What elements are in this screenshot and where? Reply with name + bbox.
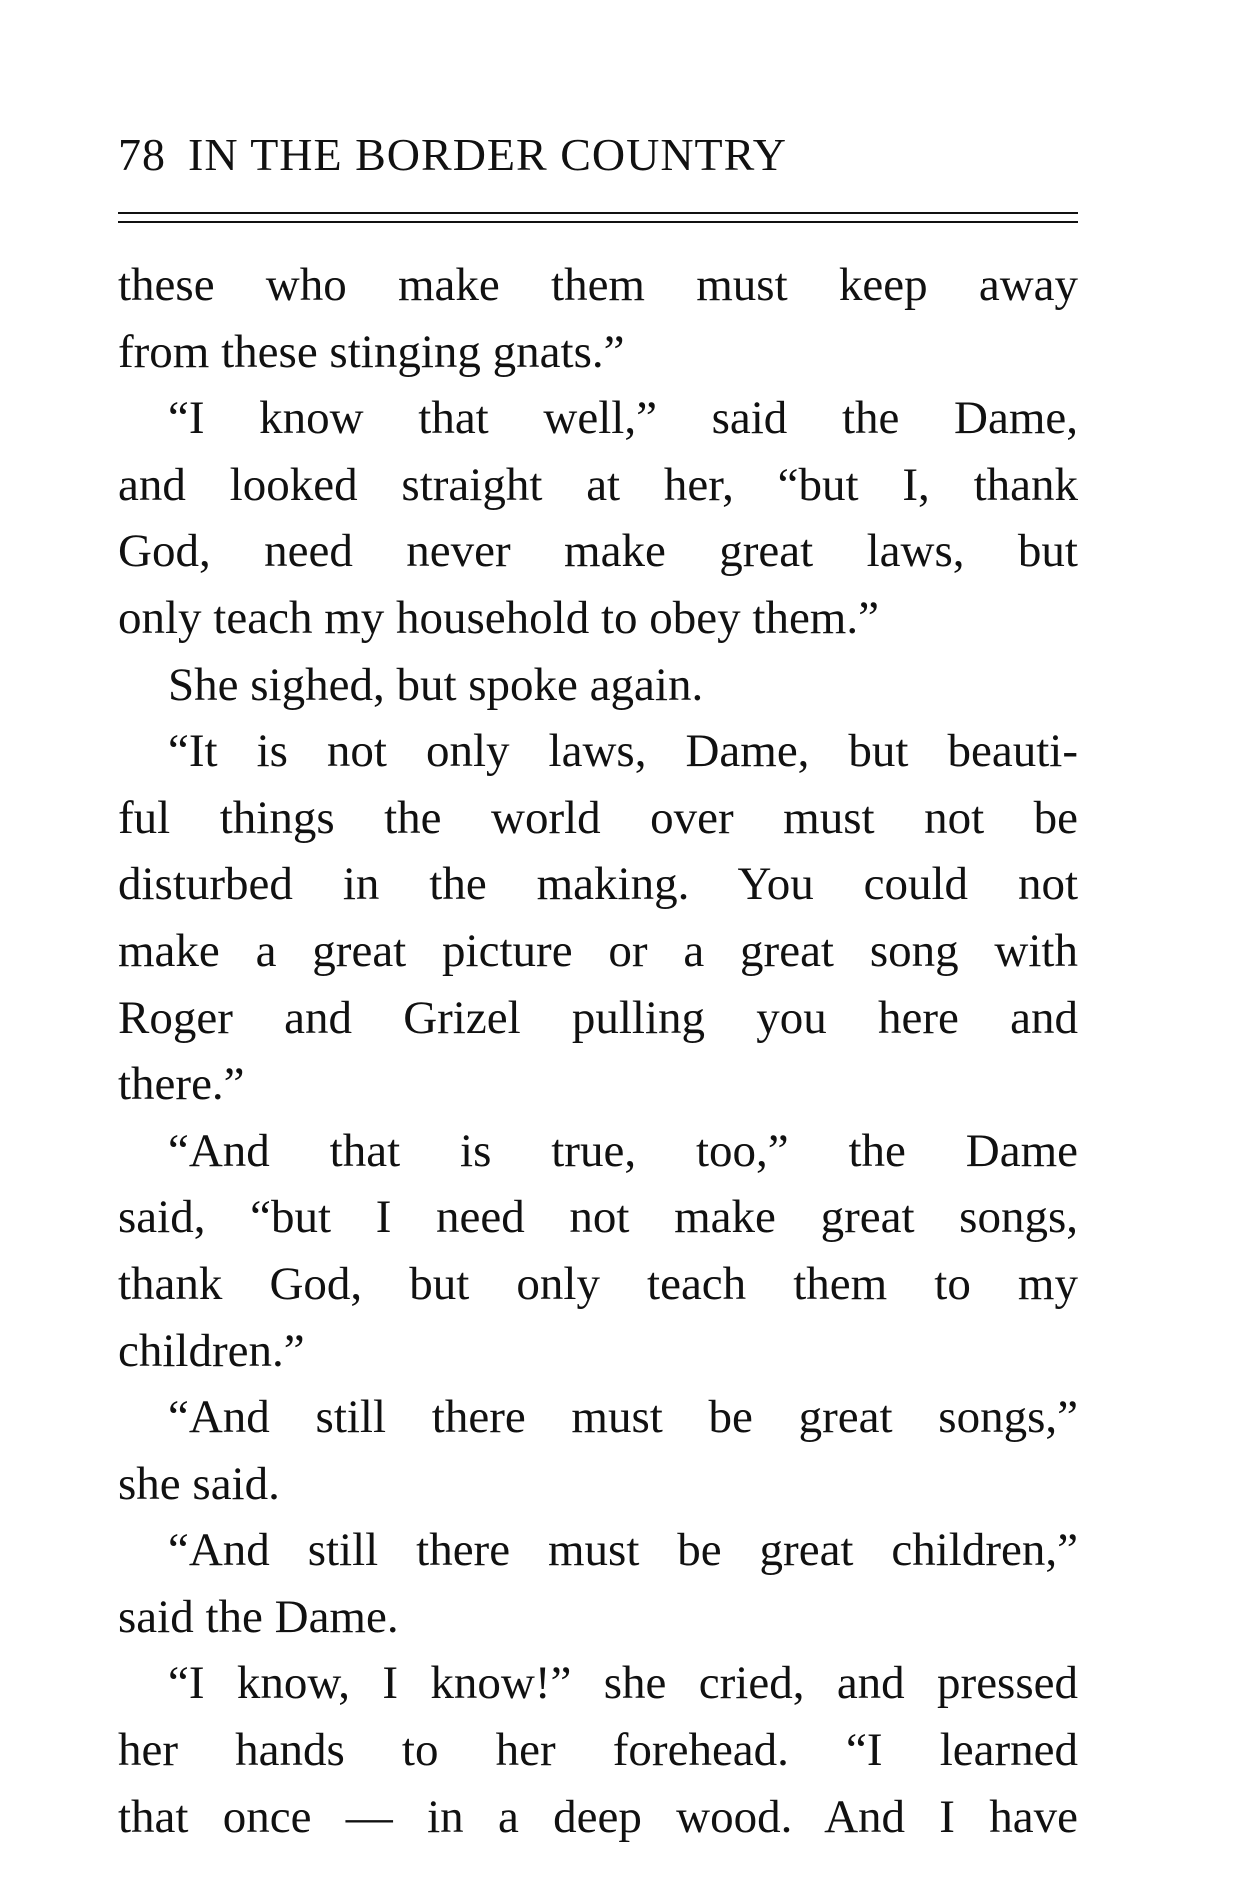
text-line: “I know that well,” said the Dame,: [168, 392, 1078, 445]
text-line: said, “but I need not make great songs,: [118, 1191, 1078, 1244]
body-text: [118, 252, 1078, 1850]
text-line: these who make them must keep away: [118, 259, 1078, 311]
text-line: God, need never make great laws, but: [118, 525, 1078, 578]
text-line: thank God, but only teach them to my: [118, 1257, 1078, 1310]
text-line: there.”: [118, 1058, 245, 1111]
text-line: said the Dame.: [118, 1590, 399, 1643]
text-line: children.”: [118, 1324, 305, 1377]
text-line: She sighed, but spoke again.: [168, 658, 704, 711]
text-line: and looked straight at her, “but I, thank: [118, 458, 1078, 511]
text-line: Roger and Grizel pulling you here and: [118, 991, 1078, 1044]
text-line: that once — in a deep wood. And I have: [118, 1790, 1078, 1843]
text-line: ful things the world over must not be: [118, 791, 1078, 844]
running-title: IN THE BORDER COUNTRY: [188, 129, 788, 180]
header-double-rule: [118, 212, 1078, 223]
running-head: [118, 128, 1078, 188]
text-line: make a great picture or a great song with: [118, 924, 1078, 977]
book-page: [118, 0, 1078, 1901]
text-line: “And still there must be great songs,”: [168, 1391, 1078, 1444]
text-line: “And that is true, too,” the Dame: [168, 1124, 1078, 1177]
page-number: 78: [118, 129, 166, 180]
text-line: disturbed in the making. You could not: [118, 858, 1078, 911]
text-line: she said.: [118, 1457, 280, 1510]
text-line: her hands to her forehead. “I learned: [118, 1724, 1078, 1777]
text-line: only teach my household to obey them.”: [118, 591, 879, 644]
text-line: from these stinging gnats.”: [118, 325, 625, 378]
text-line: “I know, I know!” she cried, and pressed: [168, 1657, 1078, 1710]
text-line: “And still there must be great children,”: [168, 1524, 1078, 1577]
text-line: “It is not only laws, Dame, but beauti-: [168, 725, 1078, 778]
